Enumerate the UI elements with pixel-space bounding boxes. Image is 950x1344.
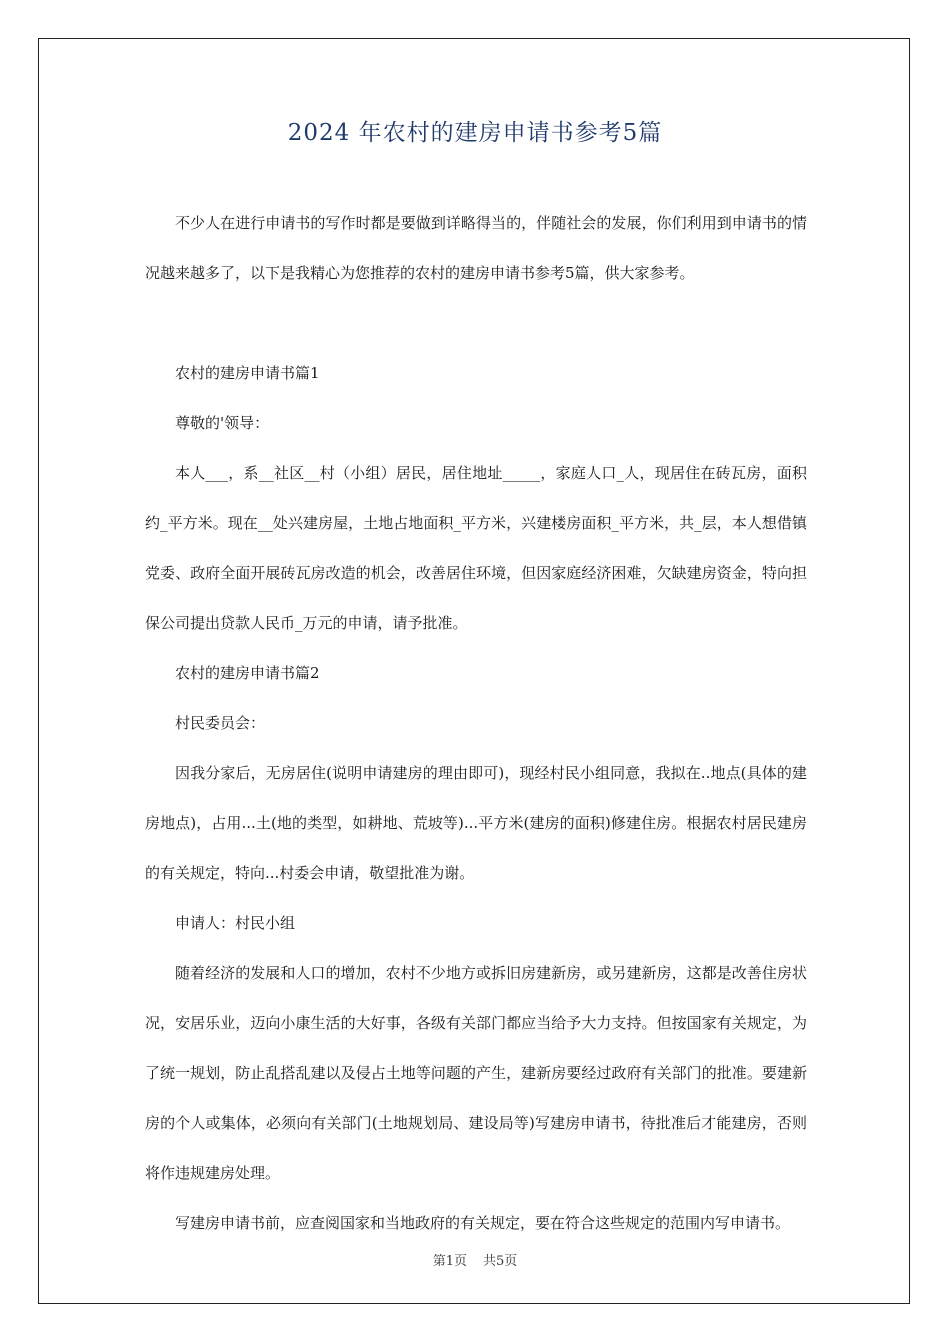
page-footer xyxy=(0,1250,950,1269)
section-2-salutation: 村民委员会： xyxy=(175,714,266,732)
document-body xyxy=(145,198,807,1248)
page-number: 第1页 xyxy=(432,1254,467,1269)
section-2-applicant: 申请人：村民小组 xyxy=(175,914,296,932)
section-1-salutation: 尊敬的'领导： xyxy=(175,414,270,432)
section-2-body: 因我分家后，无房居住(说明申请建房的理由即可)，现经村民小组同意，我拟在..地点(具体的建房地点)，占用...土(地的类型，如耕地、荒坡等)...平方米(建房的面积)修建住房。根据农村居民建房的有关规定，特向...村委会申请，敬望批准为谢。 xyxy=(145,764,807,882)
document-title: 2024 年农村的建房申请书参考5篇 xyxy=(287,120,663,146)
intro-paragraph: 不少人在进行申请书的写作时都是要做到详略得当的，伴随社会的发展，你们利用到申请书的情况越来越多了，以下是我精心为您推荐的农村的建房申请书参考5篇，供大家参考。 xyxy=(145,214,807,282)
section-2-heading: 农村的建房申请书篇2 xyxy=(175,664,320,682)
spacer xyxy=(145,298,807,348)
section-2-paragraph-2: 随着经济的发展和人口的增加，农村不少地方或拆旧房建新房，或另建新房，这都是改善住房状况，安居乐业，迈向小康生活的大好事，各级有关部门都应当给予大力支持。但按国家有关规定，为了统一规划，防止乱搭乱建以及侵占土地等问题的产生，建新房要经过政府有关部门的批准。要建新房的个人或集体，必须向有关部门(土地规划局、建设局等)写建房申请书，待批准后才能建房，否则将作违规建房处理。 xyxy=(145,964,807,1182)
page-total: 共5页 xyxy=(483,1254,518,1269)
section-1-body: 本人___，系__社区__村（小组）居民，居住地址_____，家庭人口_人，现居住在砖瓦房，面积约_平方米。现在__处兴建房屋，土地占地面积_平方米，兴建楼房面积_平方米，共_层，本人想借镇党委、政府全面开展砖瓦房改造的机会，改善居住环境，但因家庭经济困难，欠缺建房资金，特向担保公司提出贷款人民币_万元的申请，请予批准。 xyxy=(145,464,807,632)
section-2-paragraph-3: 写建房申请书前，应查阅国家和当地政府的有关规定，要在符合这些规定的范围内写申请书。 xyxy=(175,1214,791,1232)
section-1-heading: 农村的建房申请书篇1 xyxy=(175,364,320,382)
